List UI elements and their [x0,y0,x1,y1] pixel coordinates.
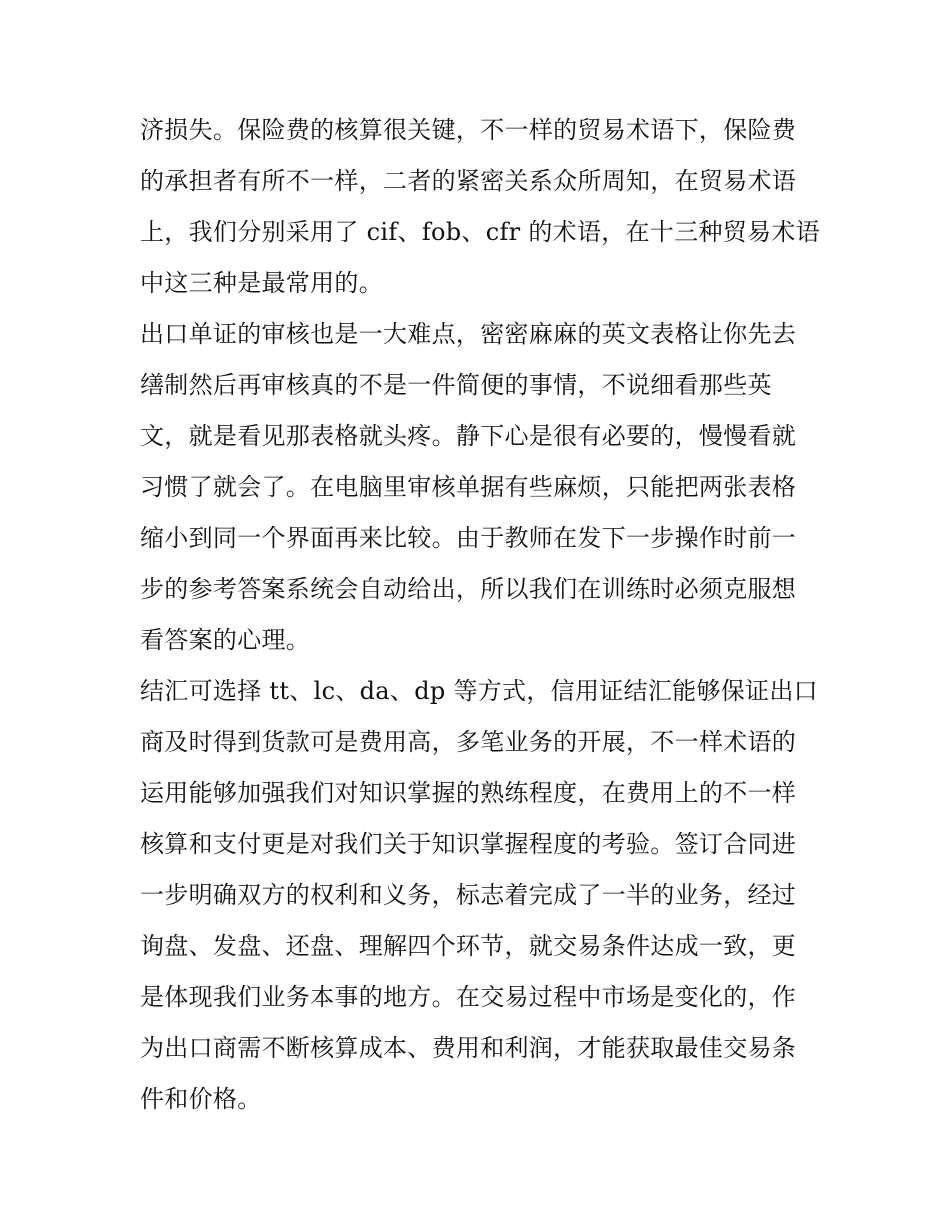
paragraph-3-line-6: 询盘、发盘、还盘、理解四个环节，就交易条件达成一致，更 [140,932,797,960]
paragraph-3-line-1: 结汇可选择 tt、lc、da、dp 等方式，信用证结汇能够保证出口 [140,677,818,705]
paragraph-3-line-5: 一步明确双方的权利和义务，标志着完成了一半的业务，经过 [140,881,797,909]
paragraph-2-line-4: 习惯了就会了。在电脑里审核单据有些麻烦，只能把两张表格 [140,473,797,501]
paragraph-2-line-2: 缮制然后再审核真的不是一件简便的事情，不说细看那些英 [140,371,772,399]
paragraph-2-line-5: 缩小到同一个界面再来比较。由于教师在发下一步操作时前一 [140,524,797,552]
paragraph-1-line-2: 的承担者有所不一样，二者的紧密关系众所周知，在贸易术语 [140,167,797,195]
paragraph-3-line-3: 运用能够加强我们对知识掌握的熟练程度，在费用上的不一样 [140,779,797,807]
paragraph-1-line-1: 济损失。保险费的核算很关键，不一样的贸易术语下，保险费 [140,116,797,144]
paragraph-3-line-8: 为出口商需不断核算成本、费用和利润，才能获取最佳交易条 [140,1034,797,1062]
paragraph-1-line-3: 上，我们分别采用了 cif、fob、cfr 的术语，在十三种贸易术语 [140,218,820,246]
paragraph-3-line-4: 核算和支付更是对我们关于知识掌握程度的考验。签订合同进 [140,830,797,858]
paragraph-3-line-2: 商及时得到货款可是费用高，多笔业务的开展，不一样术语的 [140,728,797,756]
paragraph-2-line-7: 看答案的心理。 [140,626,311,654]
paragraph-3-line-7: 是体现我们业务本事的地方。在交易过程中市场是变化的，作 [140,983,797,1011]
paragraph-2-line-3: 文，就是看见那表格就头疼。静下心是很有必要的，慢慢看就 [140,422,797,450]
paragraph-2-line-6: 步的参考答案系统会自动给出，所以我们在训练时必须克服想 [140,575,797,603]
paragraph-3-line-9: 件和价格。 [140,1085,262,1113]
paragraph-2-line-1: 出口单证的审核也是一大难点，密密麻麻的英文表格让你先去 [140,320,797,348]
paragraph-1-line-4: 中这三种是最常用的。 [140,269,383,297]
